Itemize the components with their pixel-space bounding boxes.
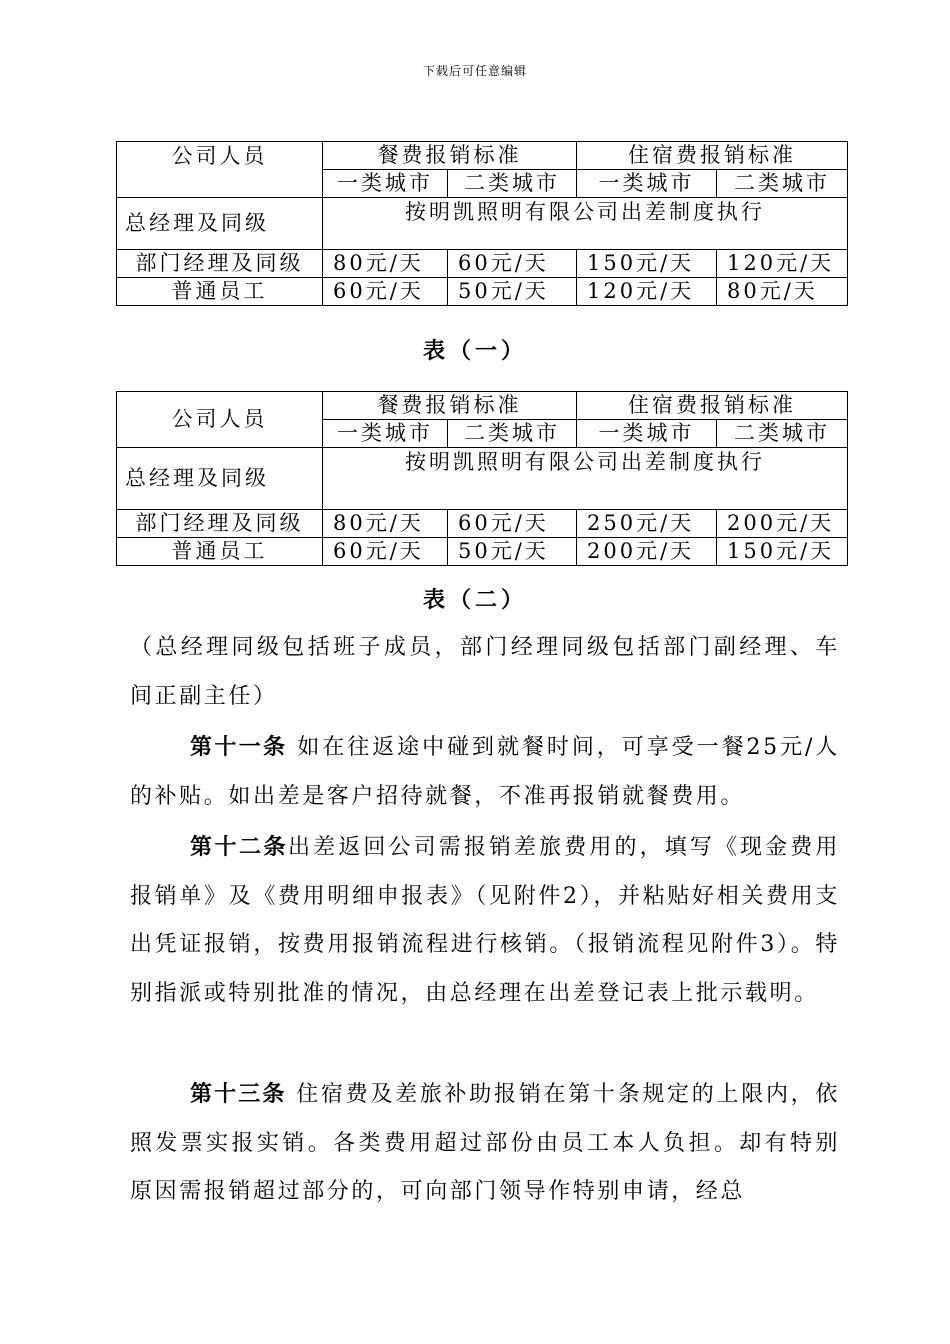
header-company-staff: 公司人员 [117,142,323,198]
table-cell: 200元/天 [717,510,848,538]
general-manager-policy: 按明凯照明有限公司出差制度执行 [323,198,848,250]
subheader-tier2-city: 二类城市 [448,420,577,448]
row-label-general-manager: 总经理及同级 [117,198,323,250]
article-title: 第十三条 [190,1082,287,1107]
header-lodging-standard: 住宿费报销标准 [577,142,848,170]
table-cell: 50元/天 [448,278,577,306]
table-cell: 60元/天 [323,538,448,566]
page-header: 下载后可任意编辑 [422,64,527,78]
table-cell: 80元/天 [323,250,448,278]
table-cell: 60元/天 [323,278,448,306]
article-body: 如在往返途中碰到就餐时间，可享受一餐25元/人的补贴。如出差是客户招待就餐，不准再报销就餐费用。 [130,735,840,809]
general-manager-policy: 按明凯照明有限公司出差制度执行 [323,448,848,510]
header-meal-standard: 餐费报销标准 [323,142,577,170]
subheader-tier1-city: 一类城市 [577,420,717,448]
row-label-regular-staff: 普通员工 [117,278,323,306]
table-cell: 80元/天 [717,278,848,306]
table-note: （总经理同级包括班子成员，部门经理同级包括部门副经理、车间正副主任） [130,635,840,709]
article-title: 第十二条 [190,835,289,860]
header-company-staff: 公司人员 [117,392,323,448]
article-13 [130,1071,840,1217]
standards-table-1 [116,141,848,306]
subheader-tier2-city: 二类城市 [717,420,848,448]
article-11 [130,724,840,821]
table-cell: 50元/天 [448,538,577,566]
subheader-tier2-city: 二类城市 [448,170,577,198]
row-label-general-manager: 总经理及同级 [117,448,323,510]
standards-table-2 [116,391,848,566]
table-cell: 150元/天 [577,250,717,278]
row-label-department-manager: 部门经理及同级 [117,510,323,538]
table-caption-2: 表（二） [422,588,527,613]
table-cell: 200元/天 [577,538,717,566]
table-cell: 60元/天 [448,510,577,538]
article-12 [130,824,840,1018]
table-cell: 250元/天 [577,510,717,538]
article-separator [287,735,297,760]
subheader-tier1-city: 一类城市 [323,170,448,198]
row-label-department-manager: 部门经理及同级 [117,250,323,278]
subheader-tier1-city: 一类城市 [323,420,448,448]
table-cell: 80元/天 [323,510,448,538]
article-body: 住宿费及差旅补助报销在第十条规定的上限内，依照发票实报实销。各类费用超过部份由员工本人负担。却有特别原因需报销超过部分的，可向部门领导作特别申请，经总 [130,1082,840,1204]
row-label-regular-staff: 普通员工 [117,538,323,566]
table-caption-1: 表（一） [422,339,527,364]
subheader-tier1-city: 一类城市 [577,170,717,198]
table-cell: 150元/天 [717,538,848,566]
table-cell: 120元/天 [577,278,717,306]
table-cell: 120元/天 [717,250,848,278]
article-title: 第十一条 [190,735,288,760]
header-lodging-standard: 住宿费报销标准 [577,392,848,420]
table-cell: 60元/天 [448,250,577,278]
header-meal-standard: 餐费报销标准 [323,392,577,420]
article-separator [287,1082,297,1107]
article-body: 出差返回公司需报销差旅费用的，填写《现金费用报销单》及《费用明细申报表》（见附件2），并粘贴好相关费用支出凭证报销，按费用报销流程进行核销。（报销流程见附件3）。特别指派或特别批准的情况，由总经理在出差登记表上批示载明。 [130,835,840,1006]
subheader-tier2-city: 二类城市 [717,170,848,198]
